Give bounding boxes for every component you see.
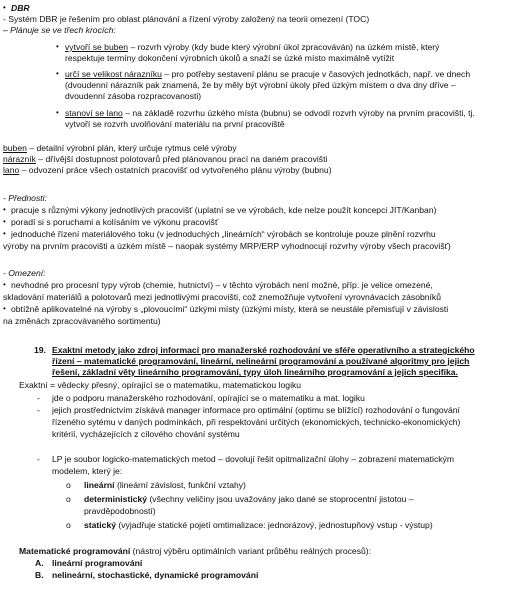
text-line: pravděpodobností) (84, 506, 156, 516)
bullet-icon: • (3, 229, 6, 238)
list-item: vytvoří se buben – rozvrh výroby (kdy bude který výrobní úkol zpracováván) na úzkém místě, který (65, 42, 440, 52)
text-line: skladování materiálů a polotovarů mezi jednotlivými pracovišti, což znemožňuje vytvoření vyrovnávacích zásobníků (3, 292, 442, 302)
dash-icon: - (37, 393, 40, 403)
letter-marker: o (66, 494, 71, 504)
bullet-icon: • (56, 69, 59, 78)
text-line: modelem, který je: (52, 466, 123, 476)
text-line: vytvoří se rozvrh uvolňování materiálu na první pracoviště (65, 119, 285, 129)
list-item: statický (vyjadřuje statické pojetí omtimalizace: jednorázový, jednostupňový vstup - výstup) (84, 520, 433, 530)
list-item: pracuje s různými výkony jednotlivých pracovišť (uplatní se ve výrobách, kde nelze použít koncepci JIT/Kanban) (11, 205, 437, 215)
section-heading-prednosti: - Přednosti: (3, 193, 47, 203)
text-line: Exaktní = vědecky přesný, opírající se o matematiku, matematickou logiku (19, 380, 302, 390)
text-line: (dvoudenní nárazník pak znamená, že by měly být výrobní úkoly před úzkým místem o dva dny dříve – (65, 80, 456, 90)
bullet-icon: • (56, 108, 59, 117)
list-item: lineární programování (52, 558, 143, 568)
list-item: lineární (lineární závislost, funkční vztahy) (84, 480, 246, 490)
bullet-icon: • (3, 205, 6, 214)
text-line: – Plánuje se ve třech krocích: (3, 25, 116, 35)
text-line: řízeného sytému v daných podmínkách, při respektování určitých (ekonomických, technicko-ekonomických) (52, 417, 461, 427)
section-heading-omezeni: - Omezení: (3, 268, 46, 278)
list-item: jednoduché řízení materiálového toku (v jednoduchých „lineárních“ výrobách se kontroluje pouze plnění rozvrhu (11, 229, 436, 239)
letter-marker: o (66, 480, 71, 490)
question-title: řízení – matematické programování, lineární, nelineární programování a používané algoritmy pro jejich (52, 356, 470, 366)
list-item: obtížně aplikovatelné na výroby s „plovoucími“ úzkými místy (úzkými místy, která se neustále přemisťují v závislosti (11, 304, 449, 314)
question-number: 19. (34, 345, 46, 355)
list-label: B. (35, 570, 44, 580)
list-item: nelineární, stochastické, dynamické programování (52, 570, 259, 580)
letter-marker: o (66, 520, 71, 530)
text-line: kritérií, vycházejících z cílového chování systému (52, 429, 240, 439)
bullet-icon: • (3, 217, 6, 226)
text-line: na změnách zpracovávaného sortimentu) (3, 316, 161, 326)
dash-icon: - (37, 405, 40, 415)
text-line: výroby na prvním pracovišti a úzkém místě – naopak systémy MRP/ERP vyhodnocují rozvrhy výroby všech pracovišť) (3, 241, 451, 251)
bullet-icon: • (3, 280, 6, 289)
list-item: stanoví se lano – na základě rozvrhu úzkého místa (bubnu) se odvodí rozvrh výroby na prvním pracovišti, tj. (65, 108, 475, 118)
dash-icon: - (37, 454, 40, 464)
definition-buben: buben – detailní výrobní plán, který určuje rytmus celé výroby (3, 143, 237, 153)
text-line: dvoudenní zásoba rozpracovanosti) (65, 91, 202, 101)
definition-naraznik: nárazník – dřívější dostupnost polotovarů před plánovanou prací na daném pracovišti (3, 154, 328, 164)
section-heading-dbr: DBR (11, 3, 30, 13)
text-line: respektuje termíny dokončení výrobních úkolů a snaží se úzké místo maximálně vytížit (65, 53, 395, 63)
question-title: řešení, základní věty lineárního programování, typy úloh lineárního programování a jejich specifika. (52, 367, 458, 377)
question-title: Exaktní metody jako zdroj informací pro manažerské rozhodování ve sféře operativního a strategického (52, 345, 475, 355)
bullet-icon: • (56, 42, 59, 51)
list-label: A. (35, 558, 44, 568)
bullet-icon: • (3, 3, 6, 12)
list-item: jde o podporu manažerského rozhodování, opírající se o matematiku a mat. logiku (52, 393, 365, 403)
list-item: nevhodné pro procesní typy výrob (chemie, hutnictví) – v těchto výrobách není možné, příp. je velice omezené, (11, 280, 433, 290)
text-line: - Systém DBR je řešením pro oblast plánování a řízení výroby založený na teorii omezení (TOC) (3, 14, 370, 24)
list-item: LP je soubor logicko-matematických metod – dovolují řešit opitmalizační úlohy – zobrazení matematickým (52, 454, 455, 464)
bullet-icon: • (3, 304, 6, 313)
text-line: Matematické programování (nástroj výběru optimálních variant průběhu reálných procesů): (19, 546, 372, 556)
list-item: určí se velikost nárazníku – pro potřeby sestavení plánu se pracuje v časových jednotkách, např. ve dnech (65, 69, 471, 79)
list-item: jejich prostřednictvím získává manager informace pro optimální (optimu se blížící) rozhodování o fungování (52, 405, 460, 415)
list-item: deterministický (všechny veličiny jsou uvažovány jako dané se stoprocentní jistotou – (84, 494, 414, 504)
list-item: poradí si s poruchami a kolísáním ve výkonu pracovišť (11, 217, 219, 227)
definition-lano: lano – odvození práce všech ostatních pracovišť od vytvořeného plánu výroby (bubnu) (3, 165, 332, 175)
